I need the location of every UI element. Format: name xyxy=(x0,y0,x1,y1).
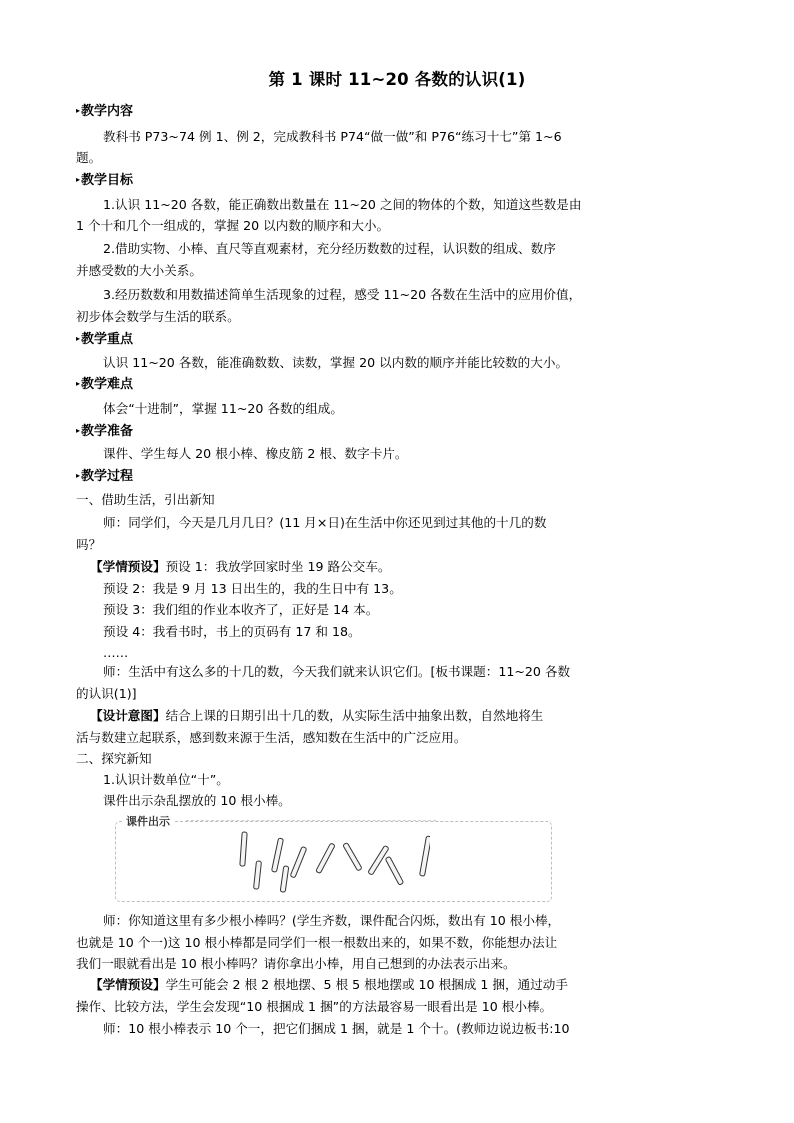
paragraph-line: 预设 2：我是 9 月 13 日出生的，我的生日中有 13。 xyxy=(103,581,402,596)
section-heading-goals: ▸教学目标 xyxy=(76,173,134,188)
section-heading-content: ▸教学内容 xyxy=(76,104,134,119)
paragraph-line: 2.借助实物、小棒、直尺等直观素材，充分经历数数的过程，认识数的组成、数序 xyxy=(103,241,556,256)
stick xyxy=(254,861,262,889)
paragraph-line: 【学情预设】学生可能会 2 根 2 根地摆、5 根 5 根地摆或 10 根捆成 1 捆，通过动手 xyxy=(90,977,568,992)
subsection-heading: 一、借助生活，引出新知 xyxy=(76,492,215,507)
section-heading-difficulty: ▸教学难点 xyxy=(76,377,134,392)
figure-label: 课件出示 xyxy=(122,813,174,829)
paragraph-line: 教科书 P73~74 例 1、例 2，完成教科书 P74“做一做”和 P76“练习十七”第 1~6 xyxy=(103,129,562,144)
paragraph-line: 活与数建立起联系，感到数来源于生活，感知数在生活中的广泛应用。 xyxy=(76,730,467,745)
paragraph-line: 我们一眼就看出是 10 根小棒吗？请你拿出小棒，用自己想到的办法表示出来。 xyxy=(76,956,516,971)
stick xyxy=(290,846,307,878)
triangle-right-icon: ▸ xyxy=(76,334,81,343)
paragraph-line: 课件、学生每人 20 根小棒、橡皮筋 2 根、数字卡片。 xyxy=(103,446,408,461)
paragraph-line: 【学情预设】预设 1：我放学回家时坐 19 路公交车。 xyxy=(90,559,391,574)
paragraph-line: …… xyxy=(103,645,129,660)
triangle-right-icon: ▸ xyxy=(76,175,81,184)
stick xyxy=(420,836,430,876)
triangle-right-icon: ▸ xyxy=(76,106,81,115)
triangle-right-icon: ▸ xyxy=(76,426,81,435)
triangle-right-icon: ▸ xyxy=(76,471,81,480)
paragraph-line: 师：生活中有这么多的十几的数，今天我们就来认识它们。[板书课题：11~20 各数 xyxy=(103,664,571,679)
paragraph-line: 3.经历数数和用数描述简单生活现象的过程，感受 11~20 各数在生活中的应用价值， xyxy=(103,287,582,302)
paragraph-line: 操作、比较方法，学生会发现“10 根捆成 1 捆”的方法最容易一眼看出是 10 根小棒。 xyxy=(76,999,553,1014)
page-title: 第 1 课时 11~20 各数的认识(1) xyxy=(268,70,526,89)
paragraph-line: 吗？ xyxy=(76,537,102,552)
paragraph-line: 1 个十和几个一组成的，掌握 20 以内数的顺序和大小。 xyxy=(76,218,390,233)
paragraph-line: 师：你知道这里有多少根小棒吗？(学生齐数，课件配合闪烁，数出有 10 根小棒， xyxy=(103,913,561,928)
stick xyxy=(280,866,289,892)
paragraph-line: 体会“十进制”，掌握 11~20 各数的组成。 xyxy=(103,401,343,416)
tag-preset: 【学情预设】 xyxy=(90,559,166,574)
paragraph-line: 并感受数的大小关系。 xyxy=(76,263,202,278)
paragraph-line: 师：同学们，今天是几月几日？(11 月×日)在生活中你还见到过其他的十几的数 xyxy=(103,515,547,530)
paragraph-line: 1.认识 11~20 各数，能正确数出数量在 11~20 之间的物体的个数，知道这些数是由 xyxy=(103,197,582,212)
paragraph-line: 初步体会数学与生活的联系。 xyxy=(76,309,240,324)
subsection-heading: 二、探究新知 xyxy=(76,751,152,766)
stick xyxy=(240,832,247,866)
sticks-illustration xyxy=(230,828,430,900)
stick xyxy=(385,856,403,885)
paragraph-line: 预设 4：我看书时，书上的页码有 17 和 18。 xyxy=(103,624,361,639)
paragraph-line: 1.认识计数单位“十”。 xyxy=(103,772,229,787)
section-heading-key: ▸教学重点 xyxy=(76,332,134,347)
paragraph-line: 师：10 根小棒表示 10 个一，把它们捆成 1 捆，就是 1 个十。(教师边说边板书:10 xyxy=(103,1021,570,1036)
paragraph-line: 认识 11~20 各数，能准确数数、读数，掌握 20 以内数的顺序并能比较数的大小。 xyxy=(103,355,569,370)
paragraph-line: 题。 xyxy=(76,150,102,165)
paragraph-line: 【设计意图】结合上课的日期引出十几的数，从实际生活中抽象出数，自然地将生 xyxy=(90,708,544,723)
paragraph-line: 课件出示杂乱摆放的 10 根小棒。 xyxy=(103,793,291,808)
figure-divider xyxy=(186,820,436,821)
paragraph-line: 预设 3：我们组的作业本收齐了，正好是 14 本。 xyxy=(103,602,379,617)
section-heading-process: ▸教学过程 xyxy=(76,469,134,484)
tag-preset: 【学情预设】 xyxy=(90,977,166,992)
section-heading-prep: ▸教学准备 xyxy=(76,424,134,439)
triangle-right-icon: ▸ xyxy=(76,379,81,388)
paragraph-line: 的认识(1)] xyxy=(76,686,137,701)
paragraph-line: 也就是 10 个一)这 10 根小棒都是同学们一根一根数出来的，如果不数，你能想办法让 xyxy=(76,935,558,950)
tag-design: 【设计意图】 xyxy=(90,708,166,723)
stick xyxy=(343,843,362,871)
stick xyxy=(272,838,284,872)
stick xyxy=(316,843,335,874)
